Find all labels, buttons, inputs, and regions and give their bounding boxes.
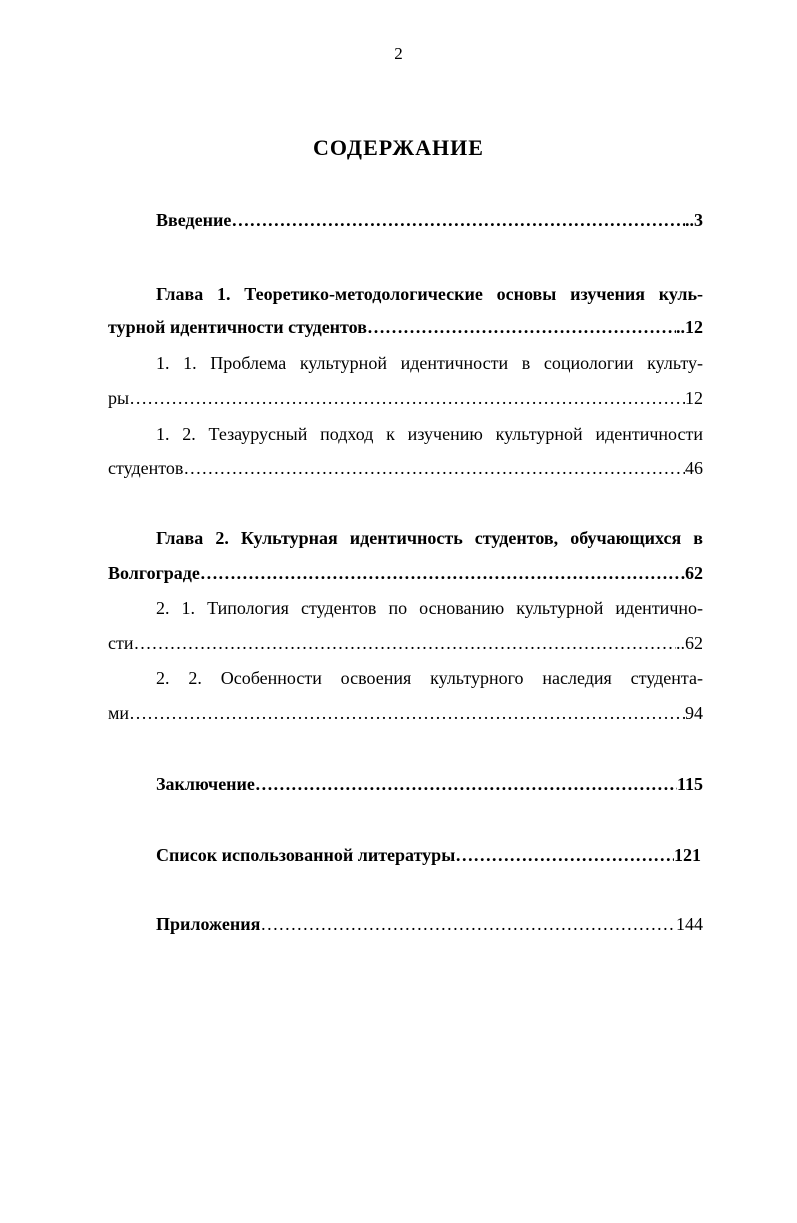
toc-page-number: 144 <box>676 914 703 934</box>
toc-leader <box>260 908 676 940</box>
toc-page-number: 62 <box>685 563 703 583</box>
toc-section-1-2-cont[interactable] <box>108 452 703 484</box>
toc-page-number: ..62 <box>676 633 703 653</box>
toc-leader <box>255 768 677 800</box>
page-title: СОДЕРЖАНИЕ <box>313 135 484 160</box>
toc-section-1-1[interactable]: 1. 1. Проблема культурной идентичности в социологии культу- <box>156 353 703 373</box>
toc-leader <box>367 311 676 343</box>
toc-entry-label: сти <box>108 633 134 653</box>
toc-entry-label: Приложения <box>156 914 261 934</box>
toc-section-2-2[interactable]: 2. 2. Особенности освоения культурного наследия студента- <box>156 668 703 688</box>
toc-leader <box>200 557 685 589</box>
toc-page-number: 12 <box>685 388 703 408</box>
toc-page-number: 46 <box>685 458 703 478</box>
toc-chapter1-heading-cont[interactable] <box>108 311 703 343</box>
toc-leader <box>134 627 677 659</box>
toc-section-1-1-cont[interactable] <box>108 382 703 414</box>
toc-entry-appendix[interactable] <box>156 908 703 940</box>
toc-leader <box>129 382 685 414</box>
toc-entry-label: студентов <box>108 458 184 478</box>
toc-page-number: ..12 <box>676 317 703 337</box>
toc-section-2-2-cont[interactable] <box>108 697 703 729</box>
toc-entry-conclusion[interactable] <box>156 768 703 800</box>
toc-entry-label: Список использованной литературы <box>156 845 456 865</box>
toc-entry-label: Заключение <box>156 774 255 794</box>
toc-chapter2-heading[interactable]: Глава 2. Культурная идентичность студентов, обучающихся в <box>156 528 703 548</box>
toc-entry-intro[interactable] <box>156 204 703 236</box>
toc-entry-label: ми <box>108 703 130 723</box>
toc-entry-label: турной идентичности студентов <box>108 317 367 337</box>
toc-page-number: ..3 <box>685 210 703 230</box>
toc-chapter1-heading[interactable]: Глава 1. Теоретико-методологические основы изучения куль- <box>156 284 703 304</box>
toc-chapter2-heading-cont[interactable] <box>108 557 703 589</box>
toc-leader <box>231 204 685 236</box>
toc-entry-label: Введение <box>156 210 232 230</box>
toc-entry-label: Волгограде <box>108 563 200 583</box>
toc-section-2-1[interactable]: 2. 1. Типология студентов по основанию культурной идентично- <box>156 598 703 618</box>
toc-leader <box>455 839 674 871</box>
toc-entry-references[interactable] <box>156 839 701 871</box>
toc-page-number: 115 <box>676 774 703 794</box>
toc-page-number: 121 <box>674 845 701 865</box>
toc-section-1-2[interactable]: 1. 2. Тезаурусный подход к изучению культурной идентичности <box>156 424 703 444</box>
toc-page-number: 94 <box>685 703 703 723</box>
toc-section-2-1-cont[interactable] <box>108 627 703 659</box>
toc-leader <box>129 697 685 729</box>
toc-entry-label: ры <box>108 388 130 408</box>
toc-leader <box>183 452 685 484</box>
page-number: 2 <box>394 44 403 63</box>
